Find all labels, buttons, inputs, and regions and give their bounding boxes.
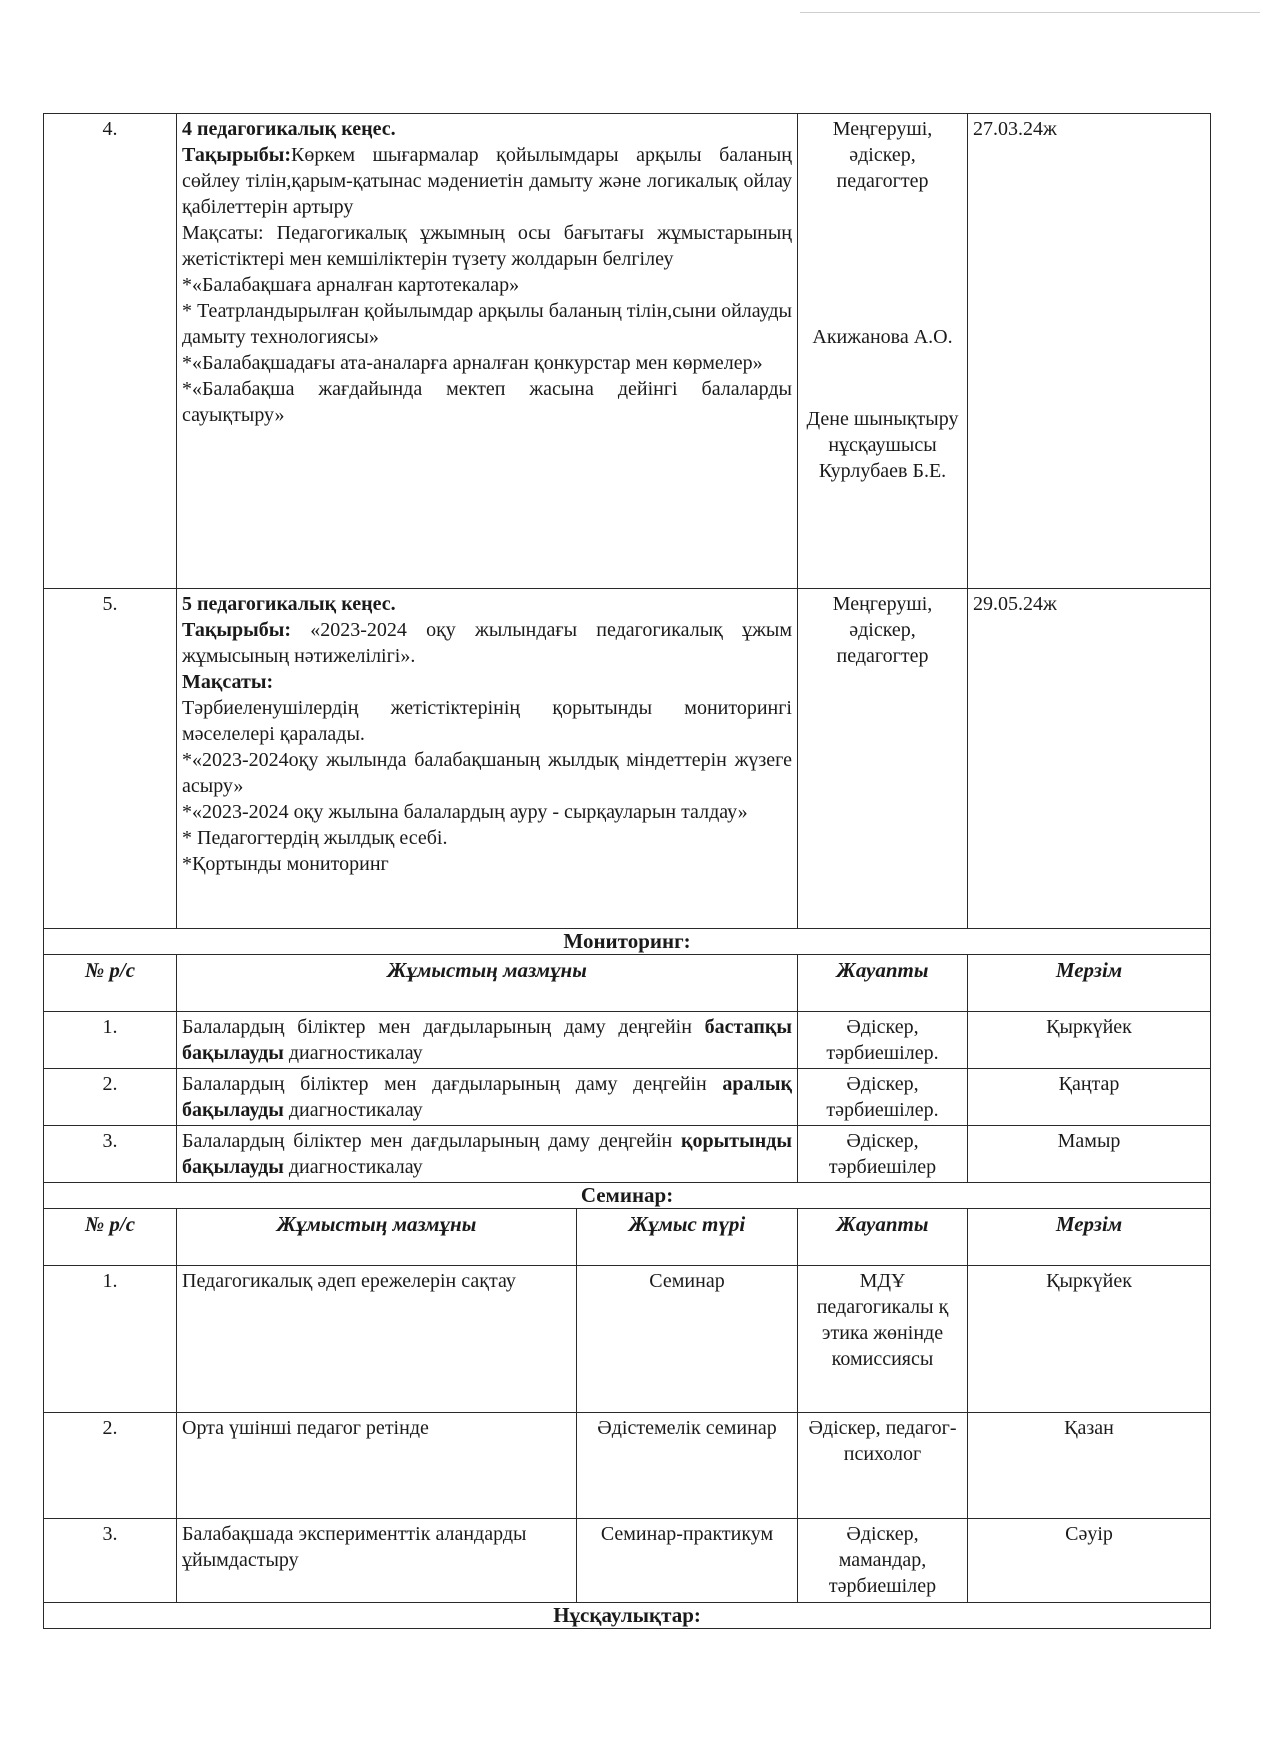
council-goal: Тәрбиеленушілердің жетістіктерінің қорытынды мониторингі мәселелері қаралады. <box>182 697 792 745</box>
responsible-cell: Меңгеруші, әдіскер, педагогтер Акижанова А.О. Дене шынықтыру нұсқаушысы Курлубаев Б.Е. <box>798 114 968 589</box>
council-table <box>43 113 1211 929</box>
table-row: 3. Балалардың біліктер мен дағдыларының даму деңгейін қорытынды бақылауды диагностикалау Әдіскер, тәрбиешілер Мамыр <box>44 1126 1211 1183</box>
row-number: 5. <box>44 589 177 929</box>
responsible-cell: Меңгеруші, әдіскер, педагогтер <box>798 589 968 929</box>
header-num: № р/с <box>44 955 177 1012</box>
row-number: 4. <box>44 114 177 589</box>
council-goal: Мақсаты: Педагогикалық ұжымның осы бағытағы жұмыстарының жетістіктері мен кемшіліктерін түзету жолдарын белгілеу <box>182 222 792 270</box>
header-term: Мерзім <box>968 955 1211 1012</box>
header-num: № р/с <box>44 1209 177 1266</box>
table-row: 1. Балалардың біліктер мен дағдыларының даму деңгейін бастапқы бақылауды диагностикалау Әдіскер, тәрбиешілер. Қыркүйек <box>44 1012 1211 1069</box>
seminar-table <box>43 1182 1211 1629</box>
council-title: 4 педагогикалық кеңес. <box>182 118 396 140</box>
council-topic: Тақырыбы: «2023-2024 оқу жылындағы педагогикалық ұжым жұмысының нәтижелілігі». <box>182 619 792 667</box>
council-goal-label: Мақсаты: <box>182 671 274 693</box>
header-type: Жұмыс түрі <box>577 1209 798 1266</box>
table-row: 2. Балалардың біліктер мен дағдыларының даму деңгейін аралық бақылауды диагностикалау Әдіскер, тәрбиешілер. Қаңтар <box>44 1069 1211 1126</box>
date-cell: 29.05.24ж <box>968 589 1211 929</box>
monitoring-table <box>43 928 1211 1183</box>
list-item: * Педагогтердің жылдық есебі. <box>182 827 448 849</box>
header-content: Жұмыстың мазмұны <box>177 955 798 1012</box>
scan-edge-line <box>800 12 1260 13</box>
table-row: 1. Педагогикалық әдеп ережелерін сақтау Семинар МДҰ педагогикалы қ этика жөнінде комиссиясы Қыркүйек <box>44 1266 1211 1413</box>
council-topic: Тақырыбы:Көркем шығармалар қойылымдары арқылы баланың сөйлеу тілін,қарым-қатынас мәдениетін дамыту және логикалық ойлау қабілеттерін артыру <box>182 144 792 218</box>
table-row: 2. Орта үшінші педагог ретінде Әдістемелік семинар Әдіскер, педагог-психолог Қазан <box>44 1413 1211 1519</box>
header-term: Мерзім <box>968 1209 1211 1266</box>
header-content: Жұмыстың мазмұны <box>177 1209 577 1266</box>
council-content <box>177 114 798 589</box>
section-title-instructions: Нұсқаулықтар: <box>44 1603 1211 1629</box>
list-item: *Қортынды мониторинг <box>182 853 389 875</box>
list-item: *«2023-2024оқу жылында балабақшаның жылдық міндеттерін жүзеге асыру» <box>182 749 792 797</box>
section-title-monitoring: Мониторинг: <box>44 929 1211 955</box>
table-row <box>44 114 1211 589</box>
council-title: 5 педагогикалық кеңес. <box>182 593 396 615</box>
list-item: *«Балабақшаға арналған картотекалар» <box>182 274 520 296</box>
council-content <box>177 589 798 929</box>
list-item: *«2023-2024 оқу жылына балалардың ауру - сырқауларын талдау» <box>182 801 748 823</box>
date-cell: 27.03.24ж <box>968 114 1211 589</box>
header-responsible: Жауапты <box>798 955 968 1012</box>
section-title-seminar: Семинар: <box>44 1183 1211 1209</box>
table-row <box>44 589 1211 929</box>
header-responsible: Жауапты <box>798 1209 968 1266</box>
list-item: * Театрландырылған қойылымдар арқылы баланың тілін,сыни ойлауды дамыту технологиясы» <box>182 300 792 348</box>
list-item: *«Балабақша жағдайында мектеп жасына дейінгі балаларды сауықтыру» <box>182 378 792 426</box>
table-row: 3. Балабақшада эксперименттік аландарды ұйымдастыру Семинар-практикум Әдіскер, мамандар, тәрбиешілер Сәуір <box>44 1519 1211 1603</box>
list-item: *«Балабақшадағы ата-аналарға арналған қонкурстар мен көрмелер» <box>182 352 763 374</box>
